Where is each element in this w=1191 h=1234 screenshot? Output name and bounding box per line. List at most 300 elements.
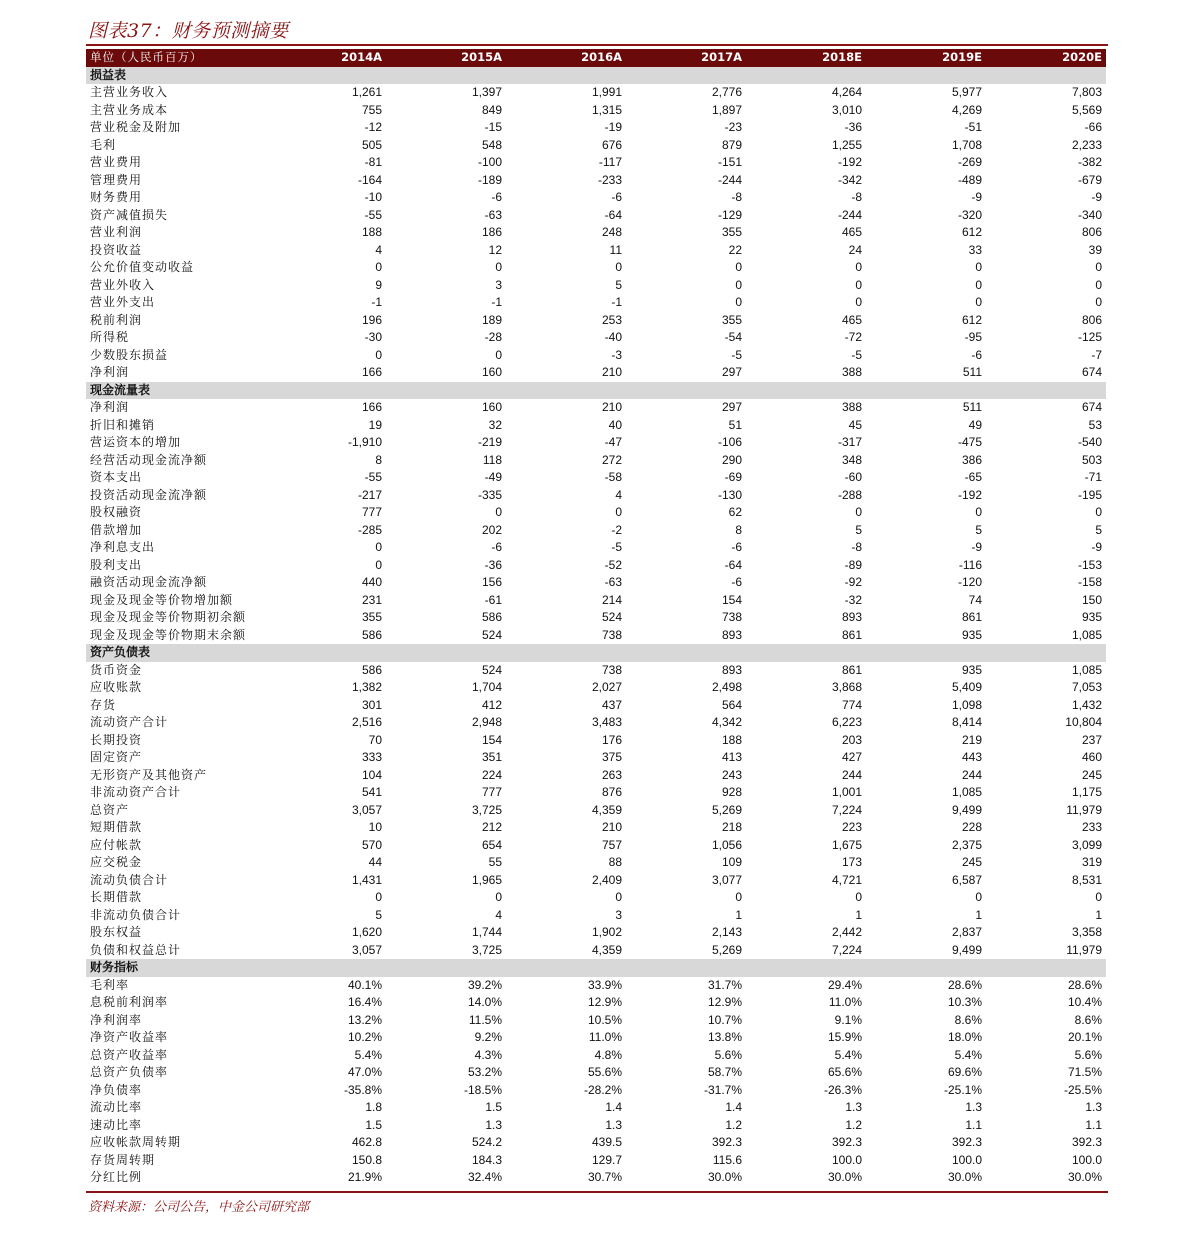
value-cell: 612 [961,225,982,239]
value-cell: -342 [837,172,862,187]
value-cell: 674 [1081,400,1102,414]
value-cell: 39 [1088,242,1102,257]
table-row [86,1117,1106,1135]
value-cell: -192 [837,155,862,169]
value-cell: 263 [601,767,622,782]
value-cell: 7,224 [831,942,862,957]
table-row [86,172,1106,190]
table-row [86,434,1106,452]
value-cell: -58 [604,470,622,484]
value-cell: 0 [855,505,862,519]
value-cell: 272 [601,452,622,467]
row-label: 应付帐款 [90,837,143,852]
value-cell: 115.6 [712,1152,742,1167]
row-label: 现金及现金等价物期初余额 [90,610,247,624]
value-cell: -106 [717,435,742,449]
table-row [86,1012,1106,1030]
value-cell: 9,499 [951,942,982,957]
row-label: 存货 [90,697,117,712]
value-cell: 654 [481,837,502,852]
value-cell: 755 [361,102,382,117]
value-cell: 1,620 [351,925,382,939]
value-cell: 150 [1081,592,1102,607]
year-header: 2019E [866,49,986,67]
row-label: 股权融资 [90,505,143,519]
value-cell: -5 [611,540,622,554]
value-cell: -31.7% [703,1082,742,1097]
value-cell: -63 [484,207,502,222]
value-cell: 11.0% [588,1030,622,1044]
value-cell: -65 [964,470,982,484]
value-cell: 5,977 [951,85,982,99]
value-cell: -120 [957,575,982,589]
value-cell: 8.6% [954,1012,982,1027]
value-cell: 612 [961,312,982,327]
value-cell: -51 [964,120,982,134]
row-label: 所得税 [90,330,130,344]
value-cell: -69 [724,470,742,484]
value-cell: -164 [357,172,382,187]
value-cell: -1 [611,295,622,309]
value-cell: 19 [368,417,382,432]
value-cell: 4,359 [591,942,622,957]
value-cell: 6,587 [951,872,982,887]
value-cell: -12 [364,120,382,134]
row-label: 毛利 [90,137,117,152]
value-cell: -195 [1077,487,1102,502]
year-header: 2015A [386,49,506,67]
table-row [86,889,1106,907]
section-title: 财务指标 [86,959,1106,977]
value-cell: 100.0 [1071,1152,1102,1167]
value-cell: 301 [361,697,382,712]
value-cell: -54 [724,330,742,344]
source-divider [86,1191,1108,1193]
value-cell: 1,315 [591,102,622,117]
value-cell: 1,098 [951,697,982,712]
value-cell: 2,143 [711,925,742,939]
value-cell: 0 [1095,295,1102,309]
table-row [86,697,1106,715]
value-cell: 503 [1081,452,1102,467]
value-cell: 8,414 [951,715,982,729]
value-cell: 212 [481,820,502,834]
row-label: 息税前利润率 [90,995,169,1009]
table-row [86,329,1106,347]
value-cell: 1.3 [965,1100,982,1114]
value-cell: 6,223 [831,715,862,729]
value-cell: 160 [481,365,502,379]
table-row [86,119,1106,137]
row-label: 无形资产及其他资产 [90,767,208,782]
value-cell: -8 [851,190,862,204]
value-cell: 0 [855,890,862,904]
value-cell: 7,053 [1071,680,1102,694]
row-label: 净利润 [90,400,130,414]
value-cell: 348 [841,452,862,467]
table-row [86,924,1106,942]
year-header: 2020E [986,49,1106,67]
value-cell: 412 [481,697,502,712]
value-cell: 3,057 [351,942,382,957]
table-row [86,609,1106,627]
value-cell: 849 [481,102,502,117]
value-cell: 202 [481,522,502,537]
value-cell: 243 [721,767,742,782]
value-cell: -1 [491,295,502,309]
value-cell: 427 [841,750,862,764]
value-cell: -36 [844,120,862,134]
row-label: 少数股东损益 [90,347,169,362]
table-row [86,259,1106,277]
figure-title: 图表37：财务预测摘要 [88,20,289,42]
value-cell: -5 [731,347,742,362]
value-cell: 188 [721,732,742,747]
value-cell: -2 [611,522,622,537]
value-cell: -6 [611,190,622,204]
value-cell: 30.0% [707,1170,742,1184]
table-header-row [86,49,1106,67]
value-cell: 33.9% [587,977,622,992]
row-label: 投资收益 [90,242,143,257]
value-cell: 777 [361,505,382,519]
table-row [86,207,1106,225]
value-cell: 524 [481,662,502,677]
value-cell: 100.0 [951,1152,982,1167]
table-row [86,1169,1106,1187]
value-cell: 55.6% [587,1065,622,1079]
value-cell: 244 [961,767,982,782]
value-cell: 5 [855,522,862,537]
row-label: 非流动资产合计 [90,785,182,799]
unit-label: 单位（人民币百万） [86,49,266,67]
value-cell: 876 [601,785,622,799]
value-cell: 30.0% [827,1170,862,1184]
value-cell: 1,261 [351,85,382,99]
table-row [86,1029,1106,1047]
value-cell: 30.0% [1067,1170,1102,1184]
row-label: 净利润 [90,365,130,379]
value-cell: 0 [495,347,502,362]
value-cell: 355 [361,610,382,624]
value-cell: -23 [724,120,742,134]
value-cell: 4.8% [594,1047,622,1062]
value-cell: 392.3 [711,1135,742,1149]
source-note: 资料来源：公司公告，中金公司研究部 [88,1200,310,1215]
table-row [86,1134,1106,1152]
value-cell: -35.8% [343,1082,382,1097]
value-cell: -8 [851,540,862,554]
value-cell: 0 [615,890,622,904]
value-cell: 8 [375,452,382,467]
value-cell: 1,432 [1071,697,1102,712]
table-row [86,907,1106,925]
row-label: 资产减值损失 [90,207,169,222]
table-row [86,784,1106,802]
table-row [86,714,1106,732]
value-cell: 2,498 [711,680,742,694]
value-cell: 439.5 [591,1135,622,1149]
value-cell: 184.3 [471,1152,502,1167]
section-header-row [86,382,1106,400]
value-cell: 176 [601,732,622,747]
value-cell: 297 [721,400,742,414]
value-cell: 893 [721,662,742,677]
value-cell: 55 [488,855,502,869]
value-cell: 5.4% [354,1047,382,1062]
value-cell: 738 [721,610,742,624]
value-cell: 541 [361,785,382,799]
value-cell: -89 [844,557,862,572]
value-cell: 1.4 [725,1100,742,1114]
value-cell: 1.3 [845,1100,862,1114]
value-cell: 58.7% [707,1065,742,1079]
value-cell: 245 [961,855,982,869]
row-label: 长期投资 [90,732,143,747]
value-cell: 861 [961,610,982,624]
row-label: 主营业务收入 [90,85,169,99]
row-label: 主营业务成本 [90,102,169,117]
value-cell: 245 [1081,767,1102,782]
value-cell: -382 [1077,155,1102,169]
value-cell: 413 [721,750,742,764]
value-cell: -158 [1077,575,1102,589]
value-cell: 0 [375,557,382,572]
value-cell: 11.0% [828,995,862,1009]
row-label: 应收帐款周转期 [90,1135,182,1149]
value-cell: 465 [841,312,862,327]
value-cell: -1,910 [347,435,382,449]
section-header-row [86,959,1106,977]
value-cell: 0 [1095,260,1102,274]
row-label: 总资产收益率 [90,1047,169,1062]
value-cell: -9 [971,190,982,204]
value-cell: -117 [598,155,622,169]
value-cell: 244 [841,767,862,782]
table-row [86,1152,1106,1170]
value-cell: 70 [368,732,382,747]
value-cell: 5.6% [714,1047,742,1062]
value-cell: 0 [495,505,502,519]
value-cell: 1.3 [1085,1100,1102,1114]
value-cell: 3,358 [1071,925,1102,939]
row-label: 净资产收益率 [90,1030,169,1044]
value-cell: 0 [1095,890,1102,904]
row-label: 分红比例 [90,1170,143,1184]
value-cell: 156 [481,575,502,589]
table-row [86,417,1106,435]
value-cell: 12.9% [587,995,622,1009]
row-label: 财务费用 [90,190,143,204]
value-cell: 166 [361,365,382,379]
row-label: 营运资本的增加 [90,435,182,449]
value-cell: 4,359 [591,802,622,817]
table-row [86,592,1106,610]
value-cell: -9 [1091,190,1102,204]
row-label: 速动比率 [90,1117,143,1132]
value-cell: 160 [481,400,502,414]
row-label: 税前利润 [90,312,143,327]
value-cell: 879 [721,137,742,152]
value-cell: 505 [361,137,382,152]
table-row [86,942,1106,960]
value-cell: -36 [484,557,502,572]
value-cell: 9 [375,277,382,292]
row-label: 借款增加 [90,522,143,537]
value-cell: 674 [1081,365,1102,379]
value-cell: 210 [601,365,622,379]
value-cell: 32 [488,417,502,432]
row-label: 营业外收入 [90,277,156,292]
value-cell: 5 [1095,522,1102,537]
value-cell: 53 [1088,417,1102,432]
value-cell: 586 [361,662,382,677]
value-cell: 738 [601,627,622,642]
value-cell: 40.1% [347,977,382,992]
table-body [86,67,1106,1187]
value-cell: 188 [361,225,382,239]
table-row [86,662,1106,680]
value-cell: 1.2 [845,1117,862,1132]
value-cell: 5,269 [711,942,742,957]
value-cell: 392.3 [951,1135,982,1149]
value-cell: 88 [608,855,622,869]
value-cell: 8.6% [1074,1012,1102,1027]
value-cell: 10.4% [1067,995,1102,1009]
value-cell: -269 [957,155,982,169]
value-cell: 3 [495,277,502,292]
row-label: 应收账款 [90,680,143,694]
value-cell: -47 [604,435,622,449]
table-row [86,819,1106,837]
value-cell: 465 [841,225,862,239]
value-cell: -217 [357,487,382,502]
table-row [86,1082,1106,1100]
value-cell: 214 [601,592,622,607]
value-cell: 443 [961,750,982,764]
value-cell: -19 [604,120,622,134]
table-row [86,802,1106,820]
value-cell: -244 [837,207,862,222]
value-cell: -18.5% [463,1082,502,1097]
value-cell: 196 [361,312,382,327]
section-title: 现金流量表 [86,382,1106,400]
section-header-row [86,67,1106,85]
value-cell: 1.2 [725,1117,742,1132]
value-cell: -475 [957,435,982,449]
value-cell: 231 [361,592,382,607]
value-cell: 5 [615,277,622,292]
value-cell: 166 [361,400,382,414]
value-cell: 2,375 [951,837,982,852]
value-cell: -233 [597,172,622,187]
value-cell: 1,085 [1071,627,1102,642]
value-cell: 233 [1081,820,1102,834]
value-cell: 1,382 [351,680,382,694]
value-cell: 51 [728,417,742,432]
value-cell: -6 [491,540,502,554]
value-cell: 4,342 [711,715,742,729]
table-row [86,84,1106,102]
value-cell: 351 [481,750,502,764]
value-cell: -71 [1084,470,1102,484]
value-cell: -340 [1077,207,1102,222]
value-cell: 10,804 [1065,715,1102,729]
table-row [86,977,1106,995]
value-cell: 0 [735,260,742,274]
table-row [86,224,1106,242]
table-row [86,452,1106,470]
row-label: 投资活动现金流净额 [90,487,208,502]
value-cell: -129 [717,207,742,222]
value-cell: 290 [721,452,742,467]
value-cell: 11.5% [468,1012,502,1027]
value-cell: 28.6% [1067,977,1102,992]
table-row [86,557,1106,575]
value-cell: 935 [961,662,982,677]
value-cell: 11,979 [1066,942,1102,957]
value-cell: -540 [1077,435,1102,449]
value-cell: -30 [364,330,382,344]
value-cell: 219 [961,732,982,747]
value-cell: 1,991 [591,85,622,99]
value-cell: -52 [604,557,622,572]
value-cell: -320 [957,207,982,222]
value-cell: -288 [837,487,862,502]
row-label: 经营活动现金流净额 [90,452,208,467]
value-cell: 3,099 [1071,837,1102,852]
value-cell: 1 [975,907,982,922]
value-cell: 210 [601,820,622,834]
value-cell: -6 [491,190,502,204]
table-row [86,1064,1106,1082]
value-cell: 777 [481,785,502,799]
value-cell: 186 [481,225,502,239]
value-cell: -72 [844,330,862,344]
row-label: 营业外支出 [90,295,156,309]
value-cell: -15 [484,120,502,134]
value-cell: 861 [841,662,862,677]
value-cell: 5,269 [711,802,742,817]
value-cell: 1,085 [951,785,982,799]
value-cell: 32.4% [467,1170,502,1184]
value-cell: 4.3% [474,1047,502,1062]
table-row [86,294,1106,312]
year-header: 2016A [506,49,626,67]
table-row [86,347,1106,365]
value-cell: 154 [481,732,502,747]
value-cell: 8,531 [1071,872,1102,887]
value-cell: 0 [735,295,742,309]
value-cell: 40 [608,417,622,432]
value-cell: 49 [968,417,982,432]
table-row [86,487,1106,505]
value-cell: 29.4% [827,977,862,992]
value-cell: -25.1% [943,1082,982,1097]
value-cell: -66 [1084,120,1102,134]
value-cell: -28.2% [583,1082,622,1097]
row-label: 总资产 [90,802,130,817]
value-cell: -679 [1077,172,1102,187]
table-row [86,854,1106,872]
value-cell: 4 [495,907,502,922]
row-label: 净利息支出 [90,540,156,554]
value-cell: 386 [961,452,982,467]
value-cell: 224 [481,767,502,782]
value-cell: -6 [731,540,742,554]
value-cell: 53.2% [467,1065,502,1079]
value-cell: -100 [477,155,502,169]
